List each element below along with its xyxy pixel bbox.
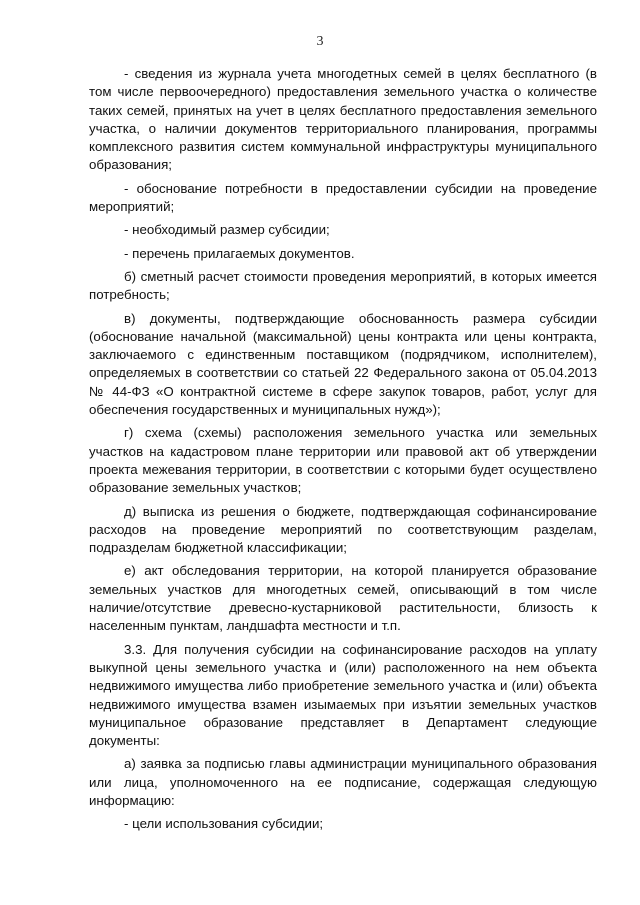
paragraph-subsidy-purpose: - цели использования субсидии; xyxy=(124,816,324,832)
paragraph-item-g: г) схема (схемы) расположения земельного участка или земельных участков на кадастровом плане территории или правовой акт об утверждении проекта межевания территории, в соответствии с которыми будет осуществлено образование земельных участков; xyxy=(89,425,597,496)
paragraph-journal-info: - сведения из журнала учета многодетных семей в целях бесплатного (в том числе первоочередного) предоставления земельного участка о количестве таких семей, принятых на учет в целях бесплатного предоставления земельного участка, о наличии документов территориального планирования, программы комплексного развития систем коммунальной инфраструктуры муниципального образования; xyxy=(89,66,597,173)
paragraph-need-justification: - обоснование потребности в предоставлении субсидии на проведение мероприятий; xyxy=(89,180,597,215)
paragraph-attached-docs: - перечень прилагаемых документов. xyxy=(124,245,355,261)
paragraph-subsidy-amount: - необходимый размер субсидии; xyxy=(124,222,330,238)
paragraph-item-a: а) заявка за подписью главы администрации муниципального образования или лица, уполномоченного на ее подписание, содержащая следующую информацию: xyxy=(89,756,597,808)
page-number: 3 xyxy=(316,34,324,49)
paragraph-section-3-3: 3.3. Для получения субсидии на софинансирование расходов на уплату выкупной цены земельного участка и (или) расположенного на нем объекта недвижимого имущества либо приобретение земельного участка и (или) объекта недвижимого имущества взамен изымаемых при изъятии земельных участков муниципальное образование представляет в Департамент следующие документы: xyxy=(89,641,597,749)
paragraph-item-e: е) акт обследования территории, на которой планируется образование земельных участков для многодетных семей, описывающий в том числе наличие/отсутствие древесно-кустарниковой растительности, близость к населенным пунктам, ландшафта местности и т.п. xyxy=(89,563,597,634)
paragraph-item-b: б) сметный расчет стоимости проведения мероприятий, в которых имеется потребность; xyxy=(89,268,597,303)
paragraph-item-v: в) документы, подтверждающие обоснованность размера субсидии (обоснование начальной (максимальной) цены контракта или цены контракта, заключаемого с единственным поставщиком (подрядчиком, исполнителем), определяемых в соответствии со статьей 22 Федерального закона от 05.04.2013 № 44-ФЗ «О контрактной системе в сфере закупок товаров, работ, услуг для обеспечения государственных и муниципальных нужд»); xyxy=(89,310,597,418)
document-body xyxy=(89,65,597,839)
paragraph-item-d: д) выписка из решения о бюджете, подтверждающая софинансирование расходов на проведение мероприятий по соответствующим разделам, подразделам бюджетной классификации; xyxy=(89,503,597,556)
